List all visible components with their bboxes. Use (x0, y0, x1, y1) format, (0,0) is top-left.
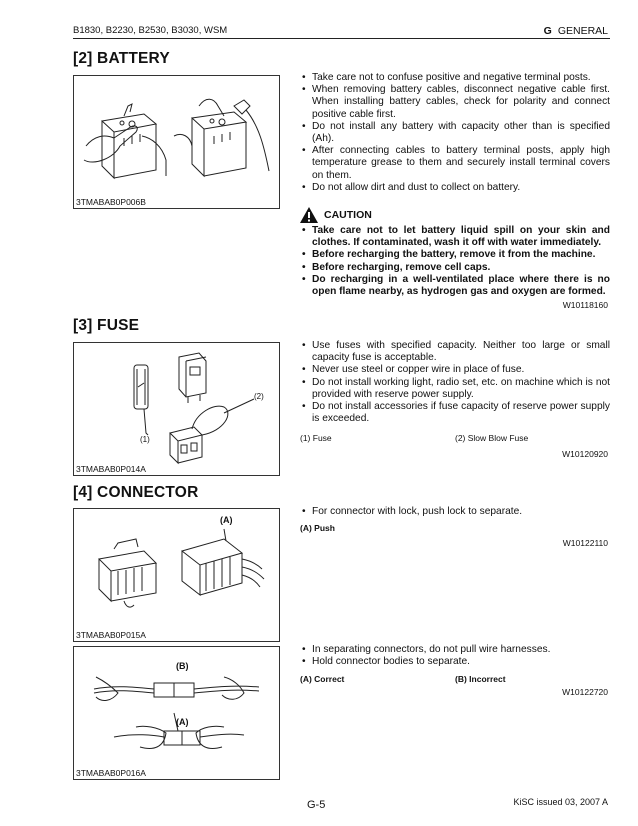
list-item: • For connector with lock, push lock to separate. (300, 506, 610, 518)
connector-figure-label-a: (A) (220, 515, 233, 525)
connector-lock-figure (73, 508, 280, 642)
list-item: • Take care not to let battery liquid spill on your skin and clothes. If contaminated, wash it off with water immediately. (300, 225, 610, 249)
issue-note: KiSC issued 03, 2007 A (513, 797, 608, 807)
connector-lock-illustration (74, 509, 281, 643)
connector-lock-reference-code: W10122110 (562, 538, 608, 548)
list-item: • Do not install any battery with capacity other than is specified (Ah). (300, 121, 610, 145)
list-item: • Hold connector bodies to separate. (300, 656, 610, 668)
battery-caution-list (300, 225, 610, 298)
section-title-fuse: [3] FUSE (73, 317, 140, 334)
list-item: • Before recharging the battery, remove it from the machine. (300, 249, 610, 261)
section-title-battery: [2] BATTERY (73, 50, 170, 67)
list-item: • After connecting cables to battery terminal posts, apply high temperature grease to them and securely install terminal covers on them. (300, 145, 610, 182)
fuse-illustration (74, 343, 281, 477)
document-header-section (544, 25, 608, 37)
caution-label: CAUTION (324, 209, 372, 221)
connector-separate-instructions (300, 644, 610, 668)
connector-lock-instructions (300, 506, 610, 518)
document-header-models: B1830, B2230, B2530, B3030, WSM (73, 25, 228, 36)
connector-figure-label-b: (B) (176, 661, 189, 671)
list-item: • Do not install accessories if fuse capacity of reserve power supply is exceeded. (300, 401, 610, 425)
fuse-figure-label-2: (2) (254, 392, 264, 401)
section-title-connector: [4] CONNECTOR (73, 484, 199, 501)
list-item: • Take care not to confuse positive and negative terminal posts. (300, 72, 610, 84)
fuse-figure-label-1: (1) (140, 435, 150, 444)
connector-separate-figure-code: 3TMABAB0P016A (76, 768, 146, 778)
fuse-legend-1: (1) Fuse (300, 433, 332, 443)
connector-legend-correct: (A) Correct (300, 674, 345, 684)
fuse-reference-code: W10120920 (562, 449, 608, 459)
connector-lock-figure-code: 3TMABAB0P015A (76, 630, 146, 640)
section-letter: G (543, 25, 552, 37)
warning-icon (300, 207, 318, 223)
connector-legend-push: (A) Push (300, 523, 335, 533)
header-rule (73, 38, 610, 39)
connector-figure-label-a2: (A) (176, 717, 189, 727)
battery-illustration (74, 76, 281, 210)
fuse-figure-code: 3TMABAB0P014A (76, 464, 146, 474)
fuse-legend-2: (2) Slow Blow Fuse (455, 433, 529, 443)
list-item: • Do not install working light, radio set, etc. on machine which is not provided with reserve power supply. (300, 377, 610, 401)
section-name: GENERAL (557, 25, 608, 37)
fuse-figure (73, 342, 280, 476)
connector-separate-reference-code: W10122720 (562, 687, 608, 697)
list-item: • Use fuses with specified capacity. Neither too large or small capacity fuse is acceptable. (300, 340, 610, 364)
page-number: G-5 (307, 799, 326, 811)
list-item: • When removing battery cables, disconnect negative cable first. When installing battery cables, check for polarity and connect positive cable first. (300, 84, 610, 121)
list-item: • Before recharging, remove cell caps. (300, 262, 610, 274)
connector-legend-incorrect: (B) Incorrect (455, 674, 506, 684)
battery-figure-code: 3TMABAB0P006B (76, 197, 146, 207)
battery-reference-code: W10118160 (562, 300, 608, 310)
list-item: • Do not allow dirt and dust to collect on battery. (300, 182, 610, 194)
connector-separate-figure (73, 646, 280, 780)
list-item: • In separating connectors, do not pull wire harnesses. (300, 644, 610, 656)
caution-heading (300, 207, 372, 223)
battery-figure (73, 75, 280, 209)
fuse-instructions (300, 340, 610, 425)
battery-instructions (300, 72, 610, 194)
list-item: • Never use steel or copper wire in place of fuse. (300, 364, 610, 376)
list-item: • Do recharging in a well-ventilated place where there is no open flame nearby, as hydrogen gas and oxygen are formed. (300, 274, 610, 298)
